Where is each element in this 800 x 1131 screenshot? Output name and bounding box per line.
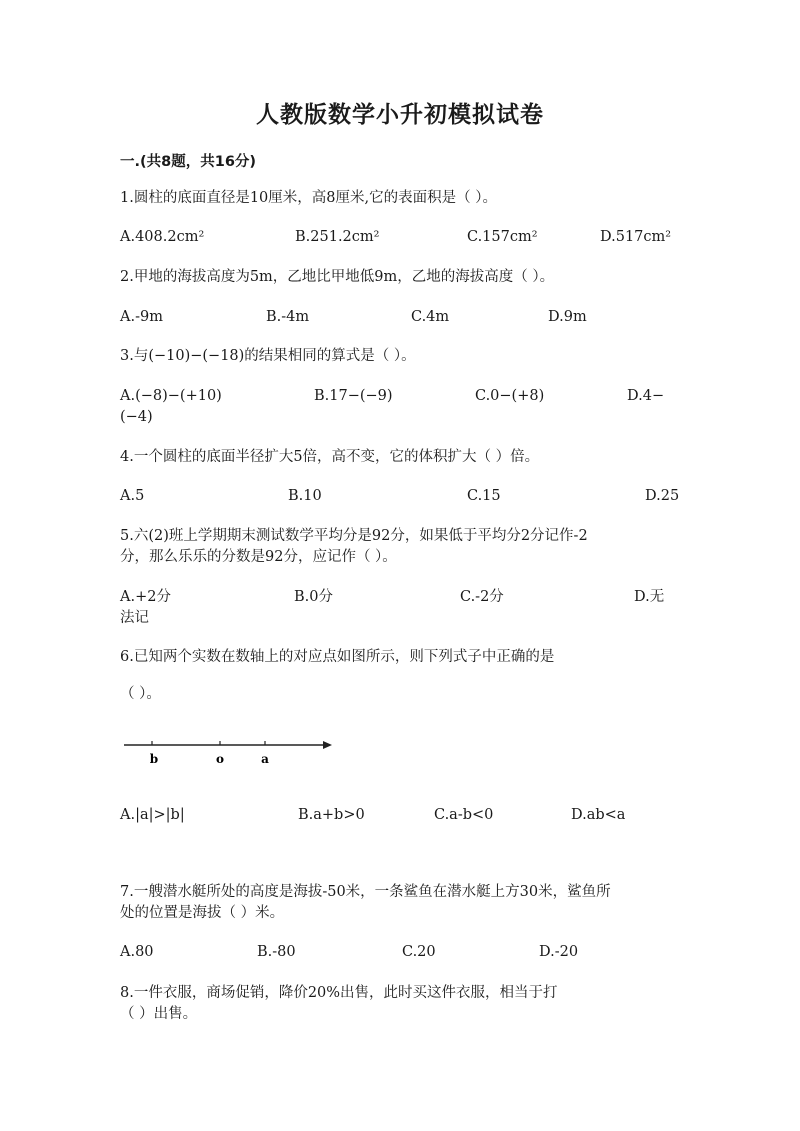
question-5-stem-line2: 分，那么乐乐的分数是92分，应记作（ ）。 xyxy=(120,549,397,565)
q7-option-b: B.-80 xyxy=(257,944,296,960)
q5-option-c: C.-2分 xyxy=(460,589,504,605)
q6-option-c: C.a-b<0 xyxy=(434,807,494,823)
q2-option-c: C.4m xyxy=(411,309,450,325)
q4-option-c: C.15 xyxy=(467,488,501,504)
q5-option-b: B.0分 xyxy=(294,589,333,605)
q4-option-a: A.5 xyxy=(120,488,145,504)
q6-option-b: B.a+b>0 xyxy=(298,807,365,823)
q3-option-c: C.0−(+8) xyxy=(475,388,545,404)
label-b: b xyxy=(149,752,159,766)
q5-option-d: D.无 xyxy=(634,589,665,605)
q1-option-a: A.408.2cm² xyxy=(120,229,205,245)
q4-option-d: D.25 xyxy=(645,488,680,504)
q2-option-b: B.-4m xyxy=(266,309,310,325)
number-line-figure xyxy=(120,736,336,770)
q2-option-a: A.-9m xyxy=(120,309,163,325)
q3-option-b: B.17−(−9) xyxy=(314,388,393,404)
q1-option-c: C.157cm² xyxy=(467,229,538,245)
q3-option-d: D.4− xyxy=(627,388,665,404)
label-o: o xyxy=(215,752,225,766)
q1-option-b: B.251.2cm² xyxy=(295,229,380,245)
question-7-stem-line2: 处的位置是海拔（ ）米。 xyxy=(120,905,285,921)
q7-option-a: A.80 xyxy=(120,944,154,960)
label-a: a xyxy=(261,752,269,766)
q7-option-d: D.-20 xyxy=(539,944,579,960)
q2-option-d: D.9m xyxy=(548,309,587,325)
q4-option-b: B.10 xyxy=(288,488,322,504)
number-line-arrow xyxy=(323,741,332,749)
question-7-stem-line1: 7.一艘潜水艇所处的高度是海拔-50米，一条鲨鱼在潜水艇上方30米，鲨鱼所 xyxy=(120,884,611,900)
question-4-stem: 4.一个圆柱的底面半径扩大5倍，高不变，它的体积扩大（ ）倍。 xyxy=(120,449,540,465)
q3-option-a: A.(−8)−(+10) xyxy=(120,388,222,404)
question-6-stem-line1: 6.已知两个实数在数轴上的对应点如图所示，则下列式子中正确的是 xyxy=(120,649,555,665)
page-title: 人教版数学小升初模拟试卷 xyxy=(256,102,544,128)
q6-option-a: A.|a|>|b| xyxy=(120,807,185,823)
question-8-stem-line2: （ ）出售。 xyxy=(120,1006,198,1022)
question-6-stem-line2: （ ）。 xyxy=(120,686,161,702)
q5-option-d-cont: 法记 xyxy=(120,610,149,626)
q6-option-d: D.ab<a xyxy=(571,807,626,823)
q5-option-a: A.+2分 xyxy=(120,589,171,605)
q1-option-d: D.517cm² xyxy=(600,229,672,245)
question-5-stem-line1: 5.六(2)班上学期期末测试数学平均分是92分，如果低于平均分2分记作-2 xyxy=(120,528,588,544)
question-1-stem: 1.圆柱的底面直径是10厘米，高8厘米,它的表面积是（ ）。 xyxy=(120,190,497,206)
q7-option-c: C.20 xyxy=(402,944,436,960)
question-3-stem: 3.与(−10)−(−18)的结果相同的算式是（ ）。 xyxy=(120,348,416,364)
question-8-stem-line1: 8.一件衣服，商场促销，降价20%出售，此时买这件衣服，相当于打 xyxy=(120,985,558,1001)
section-heading: 一.(共8题，共16分) xyxy=(120,154,257,170)
q3-option-d-cont: (−4) xyxy=(120,409,153,425)
question-2-stem: 2.甲地的海拔高度为5m，乙地比甲地低9m，乙地的海拔高度（ ）。 xyxy=(120,269,555,285)
